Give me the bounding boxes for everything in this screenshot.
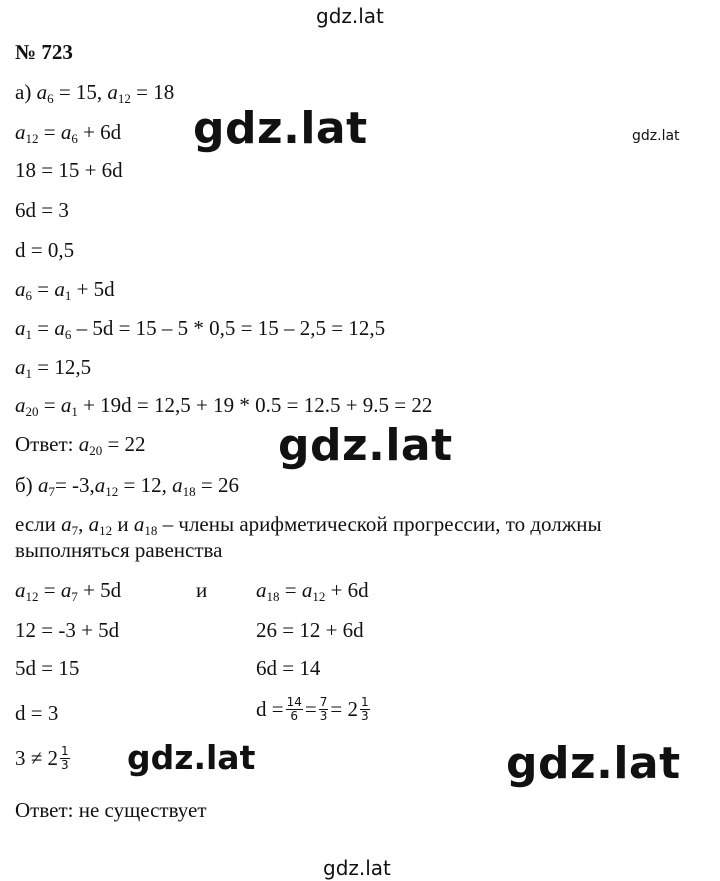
part-b-left-2 <box>15 618 119 643</box>
and-word: и <box>196 578 208 602</box>
fraction-1-3: $\frac{1}{3}$ <box>360 695 369 723</box>
answer-text: не существует <box>78 798 207 822</box>
part-b-text-1: если $a_7$, $a_{12}$ и $a_{18}$ – члены арифметической прогрессии, то должны <box>15 512 602 538</box>
text-line: выполняться равенства <box>15 538 223 562</box>
part-b-left-4 <box>15 701 58 726</box>
part-a-step-1: $a_{12} = a_6 + 6d$ <box>15 120 122 146</box>
part-b-left-1: $a_{12} = a_7 + 5d$ <box>15 578 122 604</box>
part-b-right-2 <box>256 618 364 643</box>
part-b-left-3 <box>15 656 79 681</box>
fraction-1-3-ineq: $\frac{1}{3}$ <box>61 744 69 772</box>
part-b-right-4: d = $\frac{14}{6}$ = $\frac{7}{3}$ = 2 $\frac{1}{3}$ <box>256 695 369 723</box>
step-text: 12 = -3 + 5d <box>15 618 120 642</box>
part-b-text-2 <box>15 538 222 563</box>
part-b-answer <box>15 798 207 823</box>
part-b-right-3 <box>256 656 320 681</box>
answer-label: Ответ: <box>15 798 74 822</box>
part-a-given: а) $a_6 = 15$, $a_{12} = 18$ <box>15 80 175 106</box>
part-a-step-2 <box>15 158 123 183</box>
watermark-big-1: gdz.lat <box>193 103 368 154</box>
watermark-big-2: gdz.lat <box>278 420 453 471</box>
watermark-big-3: gdz.lat <box>506 738 681 789</box>
inequality: 3 ≠ 2 $\frac{1}{3}$ <box>15 744 69 772</box>
watermark-small-right: gdz.lat <box>632 128 680 144</box>
part-a-step-5: $a_6 = a_1 + 5d$ <box>15 277 115 303</box>
step-text: d = 3 <box>15 701 59 725</box>
problem-number <box>15 40 73 65</box>
part-b-label: б) <box>15 473 33 497</box>
watermark-mid-bottom: gdz.lat <box>127 738 256 777</box>
step-text: 26 = 12 + 6d <box>256 618 364 642</box>
step-text: 5d = 15 <box>15 656 80 680</box>
step-text: 6d = 14 <box>256 656 321 680</box>
watermark-bottom: gdz.lat <box>323 856 391 880</box>
part-b-right-1: $a_{18} = a_{12} + 6d$ <box>256 578 369 604</box>
part-a-answer: Ответ: $a_{20} = 22$ <box>15 432 146 458</box>
fraction-14-6: $\frac{14}{6}$ <box>286 695 302 723</box>
part-a-step-8: $a_{20} = a_1 + 19d = 12,5 + 19 * 0.5 = 12.5 + 9.5 = 22$ <box>15 393 433 419</box>
step-text: d = 0,5 <box>15 238 75 262</box>
part-a-label: а) <box>15 80 32 104</box>
fraction-7-3: $\frac{7}{3}$ <box>319 695 328 723</box>
part-a-step-6: $a_1 = a_6 - 5d = 15 - 5 * 0,5 = 15 - 2,5 = 12,5$ <box>15 316 386 342</box>
part-a-step-7: $a_1 = 12,5$ <box>15 355 92 381</box>
part-a-step-3 <box>15 198 69 223</box>
problem-number-text: № 723 <box>15 40 73 64</box>
watermark-top: gdz.lat <box>316 4 384 28</box>
step-text: 18 = 15 + 6d <box>15 158 123 182</box>
part-a-step-4 <box>15 238 74 263</box>
part-b-given: б) $a_7= -3,a_{12} = 12$, $a_{18} = 26$ <box>15 473 239 499</box>
step-text: 6d = 3 <box>15 198 69 222</box>
answer-label: Ответ: <box>15 432 74 456</box>
